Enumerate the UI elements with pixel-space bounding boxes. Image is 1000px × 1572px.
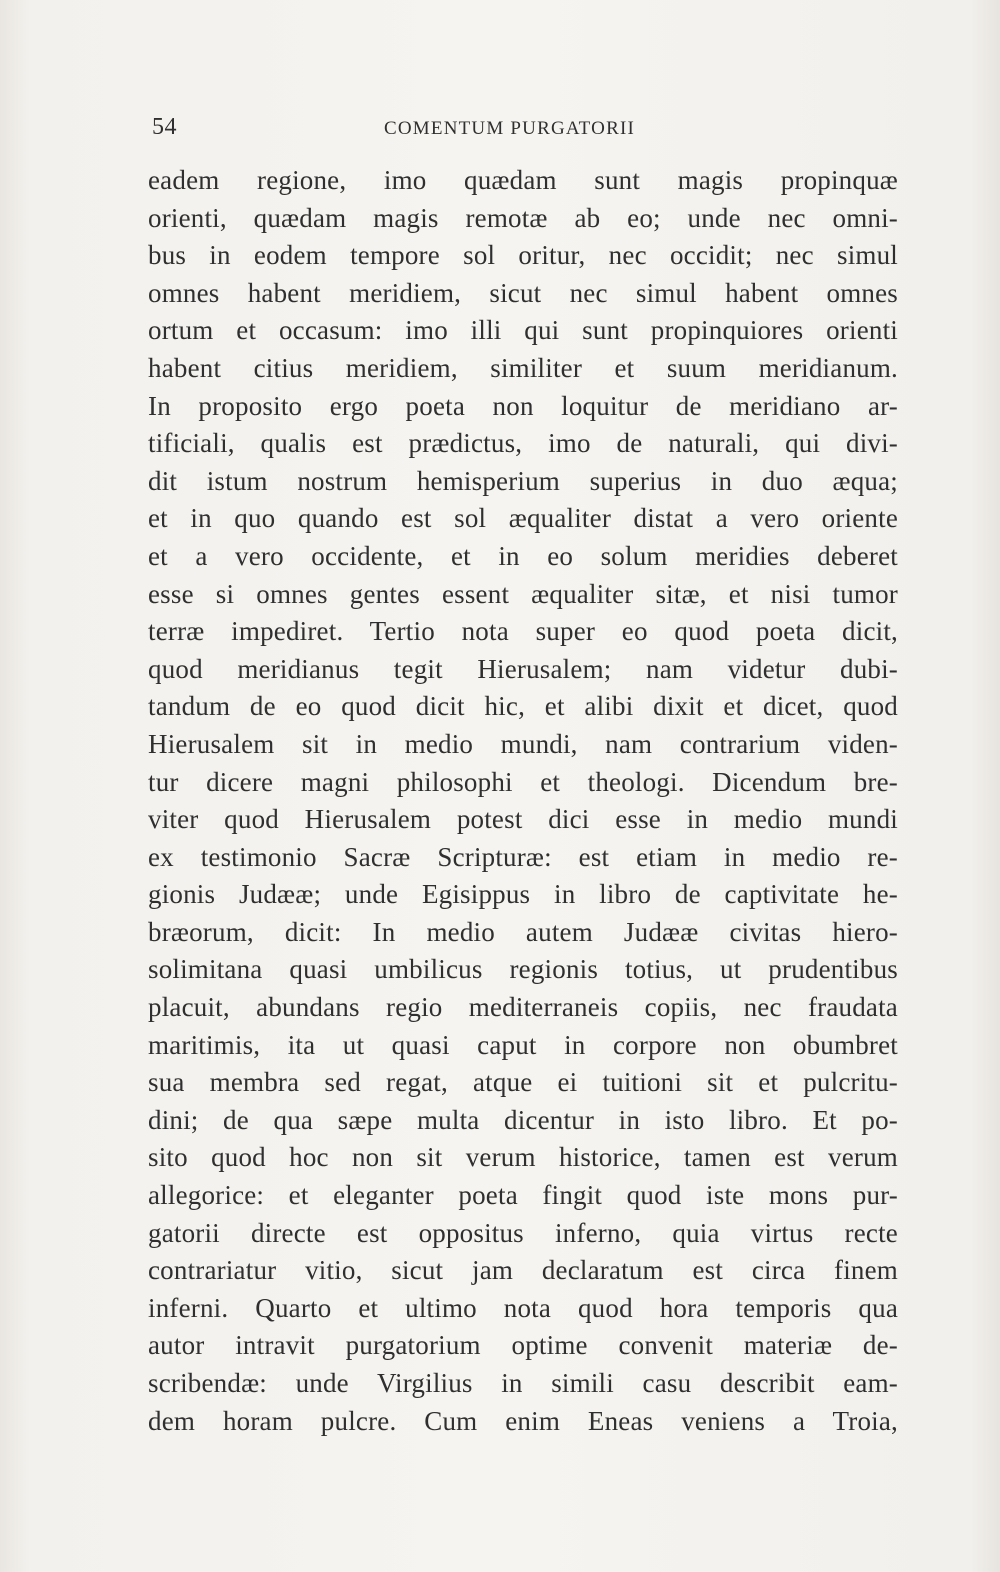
text-line: quod meridianus tegit Hierusalem; nam videtur dubi-	[148, 653, 898, 684]
running-head: COMENTUM PURGATORII	[384, 118, 635, 139]
text-line: viter quod Hierusalem potest dici esse in medio mundi	[148, 804, 898, 835]
text-line: ortum et occasum: imo illi qui sunt propinquiores orienti	[148, 315, 898, 346]
text-line: gionis Judææ; unde Egisippus in libro de captivitate he-	[148, 879, 898, 910]
text-line: tur dicere magni philosophi et theologi. Dicendum bre-	[148, 766, 898, 797]
text-line: omnes habent meridiem, sicut nec simul habent omnes	[148, 277, 898, 308]
text-line: dem horam pulcre. Cum enim Eneas veniens a Troia,	[148, 1405, 898, 1436]
text-line: gatorii directe est oppositus inferno, quia virtus recte	[148, 1217, 898, 1248]
text-line: tandum de eo quod dicit hic, et alibi dixit et dicet, quod	[148, 691, 898, 722]
page-header	[152, 112, 898, 148]
body-text	[148, 162, 898, 1440]
text-line: orienti, quædam magis remotæ ab eo; unde nec omni-	[148, 202, 898, 233]
text-line: esse si omnes gentes essent æqualiter sitæ, et nisi tumor	[148, 578, 898, 609]
text-line: Hierusalem sit in medio mundi, nam contrarium viden-	[148, 728, 898, 759]
text-line: allegorice: et eleganter poeta fingit quod iste mons pur-	[148, 1180, 898, 1211]
text-line: tificiali, qualis est prædictus, imo de naturali, qui divi-	[148, 428, 898, 459]
text-line: maritimis, ita ut quasi caput in corpore non obumbret	[148, 1029, 898, 1060]
text-line: bus in eodem tempore sol oritur, nec occidit; nec simul	[148, 240, 898, 271]
text-line: scribendæ: unde Virgilius in simili casu describit eam-	[148, 1368, 898, 1398]
text-line: autor intravit purgatorium optime convenit materiæ de-	[148, 1330, 898, 1361]
text-line: bræorum, dicit: In medio autem Judææ civitas hiero-	[148, 916, 898, 947]
text-line: et a vero occidente, et in eo solum meridies deberet	[148, 540, 898, 571]
text-line: contrariatur vitio, sicut jam declaratum est circa finem	[148, 1255, 898, 1286]
text-line: In proposito ergo poeta non loquitur de meridiano ar-	[148, 390, 898, 421]
page-number: 54	[152, 114, 177, 140]
text-line: dini; de qua sæpe multa dicentur in isto libro. Et po-	[148, 1104, 898, 1135]
text-line: sua membra sed regat, atque ei tuitioni sit et pulcritu-	[148, 1067, 898, 1098]
text-line: inferni. Quarto et ultimo nota quod hora temporis qua	[148, 1292, 898, 1323]
text-line: placuit, abundans regio mediterraneis copiis, nec fraudata	[148, 992, 898, 1023]
text-line: eadem regione, imo quædam sunt magis propinquæ	[148, 165, 898, 195]
text-line: habent citius meridiem, similiter et suum meridianum.	[148, 352, 898, 383]
text-line: dit istum nostrum hemisperium superius in duo æqua;	[148, 465, 898, 496]
text-line: et in quo quando est sol æqualiter distat a vero oriente	[148, 503, 898, 534]
text-line: sito quod hoc non sit verum historice, tamen est verum	[148, 1142, 898, 1173]
text-line: solimitana quasi umbilicus regionis totius, ut prudentibus	[148, 954, 898, 985]
text-line: ex testimonio Sacræ Scripturæ: est etiam in medio re-	[148, 841, 898, 872]
text-line: terræ impediret. Tertio nota super eo quod poeta dicit,	[148, 616, 898, 647]
